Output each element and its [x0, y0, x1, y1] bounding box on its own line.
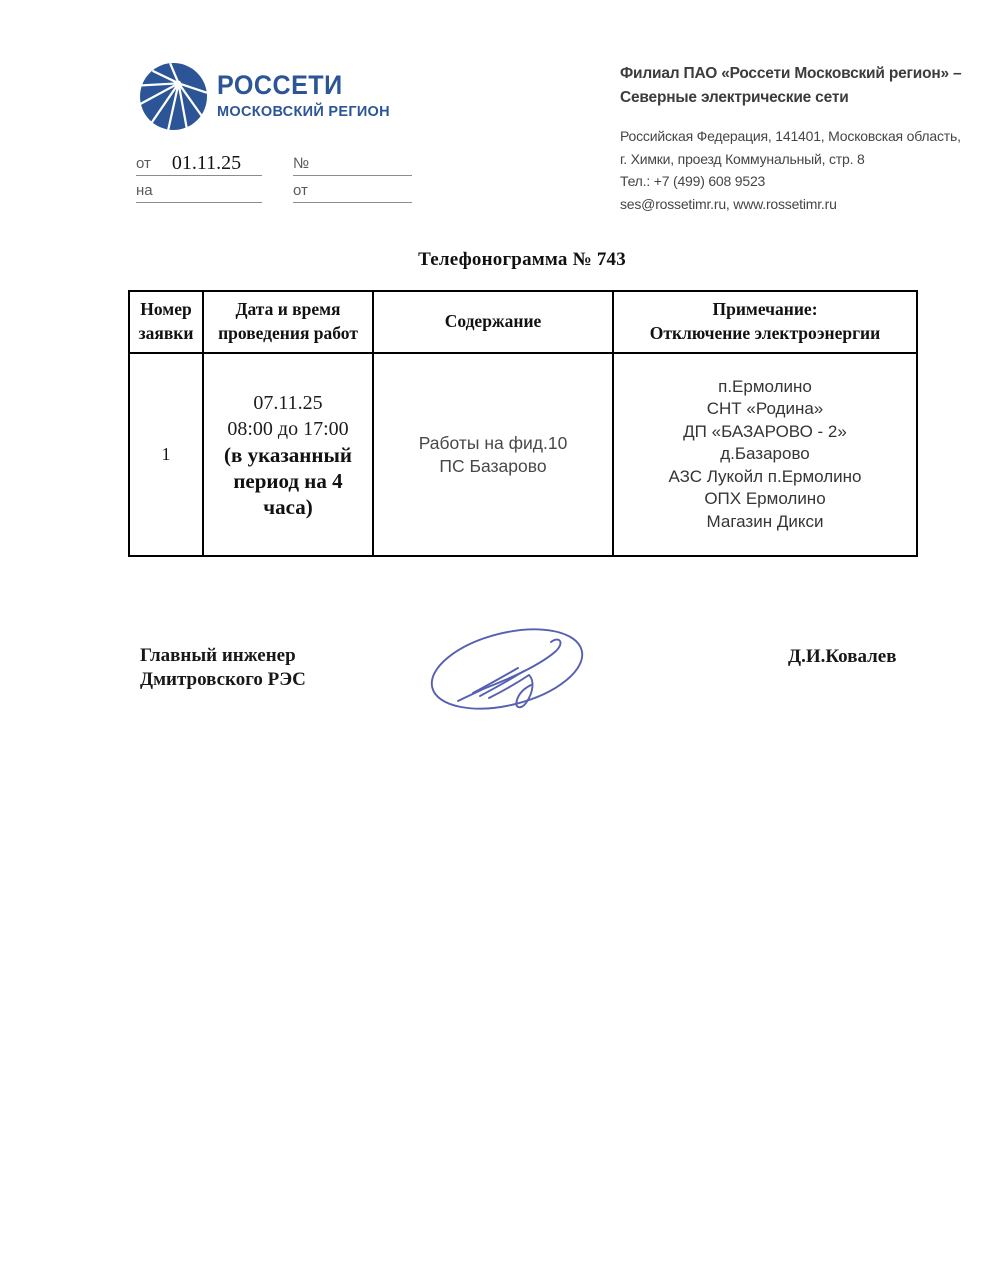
- field-reply-date-value: [308, 200, 412, 202]
- cell-request-number: 1: [129, 353, 203, 556]
- org-address-line: г. Химки, проезд Коммунальный, стр. 8: [620, 150, 865, 167]
- org-email-web: ses@rossetimr.ru, www.rossetimr.ru: [620, 195, 837, 212]
- org-address-line: Российская Федерация, 141401, Московская область,: [620, 128, 961, 144]
- header-line: проведения работ: [218, 323, 358, 343]
- cell-note: [613, 353, 917, 556]
- header-line: Примечание:: [712, 299, 818, 320]
- signer-position-line: Дмитровского РЭС: [140, 668, 306, 690]
- header-line: заявки: [138, 323, 194, 343]
- col-header-note: [613, 291, 917, 353]
- logo-text: [217, 62, 390, 120]
- signer-name: Д.И.Ковалев: [788, 646, 897, 667]
- note-line: д.Базарово: [720, 444, 810, 464]
- org-phone: Тел.: +7 (499) 608 9523: [620, 173, 766, 189]
- header-line: Отключение электроэнергии: [649, 323, 881, 343]
- cell-datetime: [203, 353, 373, 556]
- col-header-datetime: [203, 291, 373, 353]
- table-row: [129, 353, 917, 556]
- rosseti-globe-icon: [139, 62, 208, 131]
- note-line: п.Ермолино: [718, 376, 812, 396]
- field-reply-to: [136, 178, 262, 203]
- datetime-line: период на 4: [233, 468, 343, 493]
- note-line: АЗС Лукойл п.Ермолино: [668, 466, 862, 486]
- field-outgoing-number-label: №: [293, 155, 310, 172]
- outage-table: [128, 290, 918, 557]
- field-reply-date: [293, 178, 412, 203]
- org-contacts: [620, 125, 961, 215]
- col-header-content: [373, 291, 613, 353]
- logo-brand: РОССЕТИ: [217, 70, 343, 100]
- field-reply-date-label: от: [293, 182, 308, 199]
- signer-position-line: Главный инженер: [140, 645, 296, 666]
- signer-position: [140, 644, 306, 691]
- datetime-line: 07.11.25: [253, 391, 323, 414]
- field-reply-to-label: на: [136, 182, 153, 199]
- field-outgoing-date-label: от: [136, 155, 151, 172]
- header-line: Содержание: [444, 311, 542, 332]
- field-outgoing-number: [293, 150, 412, 176]
- field-outgoing-number-value: [309, 173, 412, 175]
- datetime-line: 08:00 до 17:00: [227, 417, 349, 440]
- org-name-line: Филиал ПАО «Россети Московский регион» –: [620, 65, 962, 82]
- content-line: Работы на фид.10: [418, 432, 568, 453]
- header-line: Номер: [140, 299, 192, 320]
- header-line: Дата и время: [235, 299, 341, 320]
- field-outgoing-date-value: 01.11.25: [171, 152, 242, 174]
- handwritten-signature: [418, 612, 600, 724]
- field-outgoing-date: [136, 150, 262, 176]
- cell-content: [373, 353, 613, 556]
- datetime-line: часа): [263, 494, 313, 519]
- field-reply-to-value: [153, 200, 262, 202]
- note-line: ДП «БАЗАРОВО - 2»: [683, 421, 847, 441]
- logo-block: [139, 62, 390, 131]
- note-line: Магазин Дикси: [706, 511, 824, 531]
- logo-region: МОСКОВСКИЙ РЕГИОН: [217, 104, 390, 120]
- datetime-line: (в указанный: [224, 442, 352, 467]
- col-header-request-number: [129, 291, 203, 353]
- content-line: ПС Базарово: [439, 455, 547, 476]
- letterhead-block: [620, 62, 961, 215]
- org-name-line: Северные электрические сети: [620, 89, 849, 106]
- table-header-row: [129, 291, 917, 353]
- note-line: ОПХ Ермолино: [704, 489, 826, 509]
- note-line: СНТ «Родина»: [706, 399, 824, 419]
- document-title: Телефонограмма № 743: [418, 249, 626, 270]
